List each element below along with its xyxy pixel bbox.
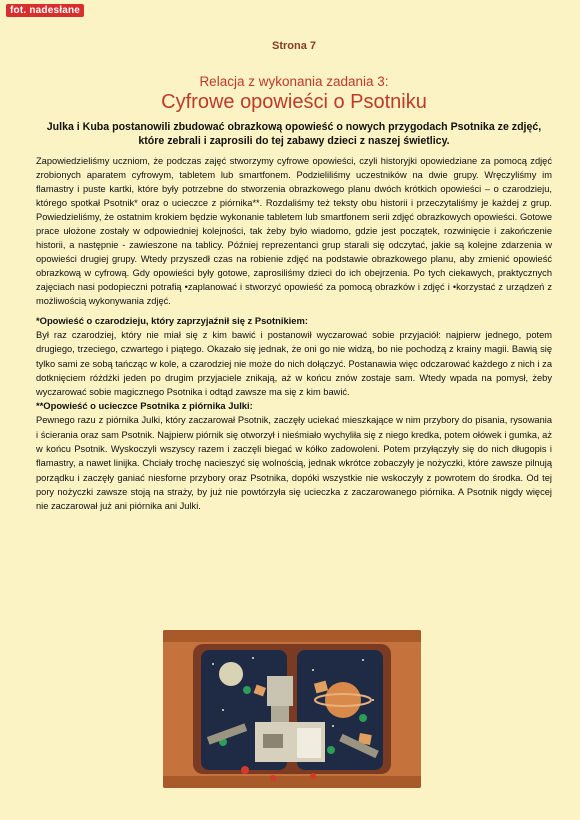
page-number: Strona 7 (271, 40, 316, 52)
story1-heading: *Opowieść o czarodzieju, który zaprzyjaźnił się z Psotnikiem: (36, 315, 308, 326)
document-page (36, 0, 552, 514)
story2-heading: **Opowieść o ucieczce Psotnika z piórnika Julki: (36, 400, 253, 412)
photo-credit-badge: fot. nadesłane (6, 4, 84, 17)
story1-text: Był raz czarodziej, który nie miał się z kim bawić i postanowił wyczarować sobie przyjaciół: najpierw jednego, potem drugiego, trzeciego, czwartego i piątego. Okazało się jednak, że oni go nie widzą, bo nie pochodzą z krainy magii. Bawią się tylko sami ze sobą tańcząc w kole, a czarodziej nie może do nich dołączyć. Postanawia więc odczarować każdego z nich i za dotknięciem różdżki jeden po drugim przyjaciele znikają, aż w końcu znów zostaje sam. Wtedy wpada na pomysł, żeby wyczarować sobie magicznego Psotnika i odtąd zawsze ma się z kim bawić. (36, 330, 552, 398)
report-title: Cyfrowe opowieści o Psotniku (161, 91, 427, 113)
game-illustration (163, 630, 421, 788)
story2-text: Pewnego razu z piórnika Julki, który zaczarował Psotnik, zaczęły uciekać mieszkające w nim przybory do pisania, rysowania i ścierania oraz sam Psotnik. Najpierw piórnik się otworzył i nieśmiało wychyliła się z niego kredka, potem ołówek i gumka, aż w końcu Psotnik. Wyskoczyli wszyscy razem i zaczęli biegać w kółko zadowoleni. Potem przyłączyły się do nich długopis i flamastry, a nawet linijka. Chciały trochę nacieszyć się wolnością, jednak wkrótce zobaczyły je nożyczki, które zawsze pilnują porządku i zaczęły ganiać niesforne przybory oraz Psotnika, dopóki wszystkie nie wskoczyły z powrotem do środka. Od tej pory nożyczki zawsze stoją na straży, by już nie powtórzyła się ucieczka z zaczarowanego piórnika. A Psotnik nigdy więcej nie zaczarował już ani piórnika ani Julki. (36, 415, 552, 512)
planet-icon (325, 682, 361, 718)
report-subtitle: Relacja z wykonania zadania 3: (199, 74, 389, 89)
moon-icon (219, 662, 243, 686)
lead-paragraph: Julka i Kuba postanowili zbudować obrazkową opowieść o nowych przygodach Psotnika ze zdjęć, które zebrali i zaprosili do tej zabawy dzieci z naszej świetlicy. (46, 121, 542, 147)
intro-paragraph: Zapowiedzieliśmy uczniom, że podczas zajęć stworzymy cyfrowe opowieści, czyli historyjki opowiedziane za pomocą zdjęć zrobionych aparatem cyfrowym, tabletem lub smartfonem. Podzieliliśmy uczestników na dwie grupy. Wręczyliśmy im flamastry i puste kartki, które były potrzebne do stworzenia obrazkowego planu dwóch krótkich opowieści – o czarodzieju, którego spotkał Psotnik* oraz o ucieczce z piórnika**. Rozdaliśmy też teksty obu historii i przeczytaliśmy je każdej z grup. Powiedzieliśmy, że ostatnim krokiem będzie wykonanie tabletem lub smartfonem serii zdjęć obrazkowych opowieści. Gotowe prace ułożone zostały w odpowiedniej kolejności, tak żeby było wiadomo, gdzie jest początek, rozwinięcie i zakończenie historii, a następnie - zawieszone na tablicy. Później reprezentanci grup starali się odczytać, jakie są kolejne zdarzenia w opowieści drugiej grupy. Wtedy przyszedł czas na robienie zdjęć na podstawie obrazkowego planu, aby zmienić opowieść obrazkową w cyfrową. Gdy opowieści były gotowe, zaprosiliśmy dzieci do ich obejrzenia. Po tych ciekawych, praktycznych zajęciach nasi podopieczni potrafią •zaplanować i stworzyć opowieść za pomocą obrazków i zdjęć i •korzystać z urządzeń z możliwością wykonywania zdjęć. (36, 156, 552, 306)
game-scene-graphic (163, 630, 421, 788)
